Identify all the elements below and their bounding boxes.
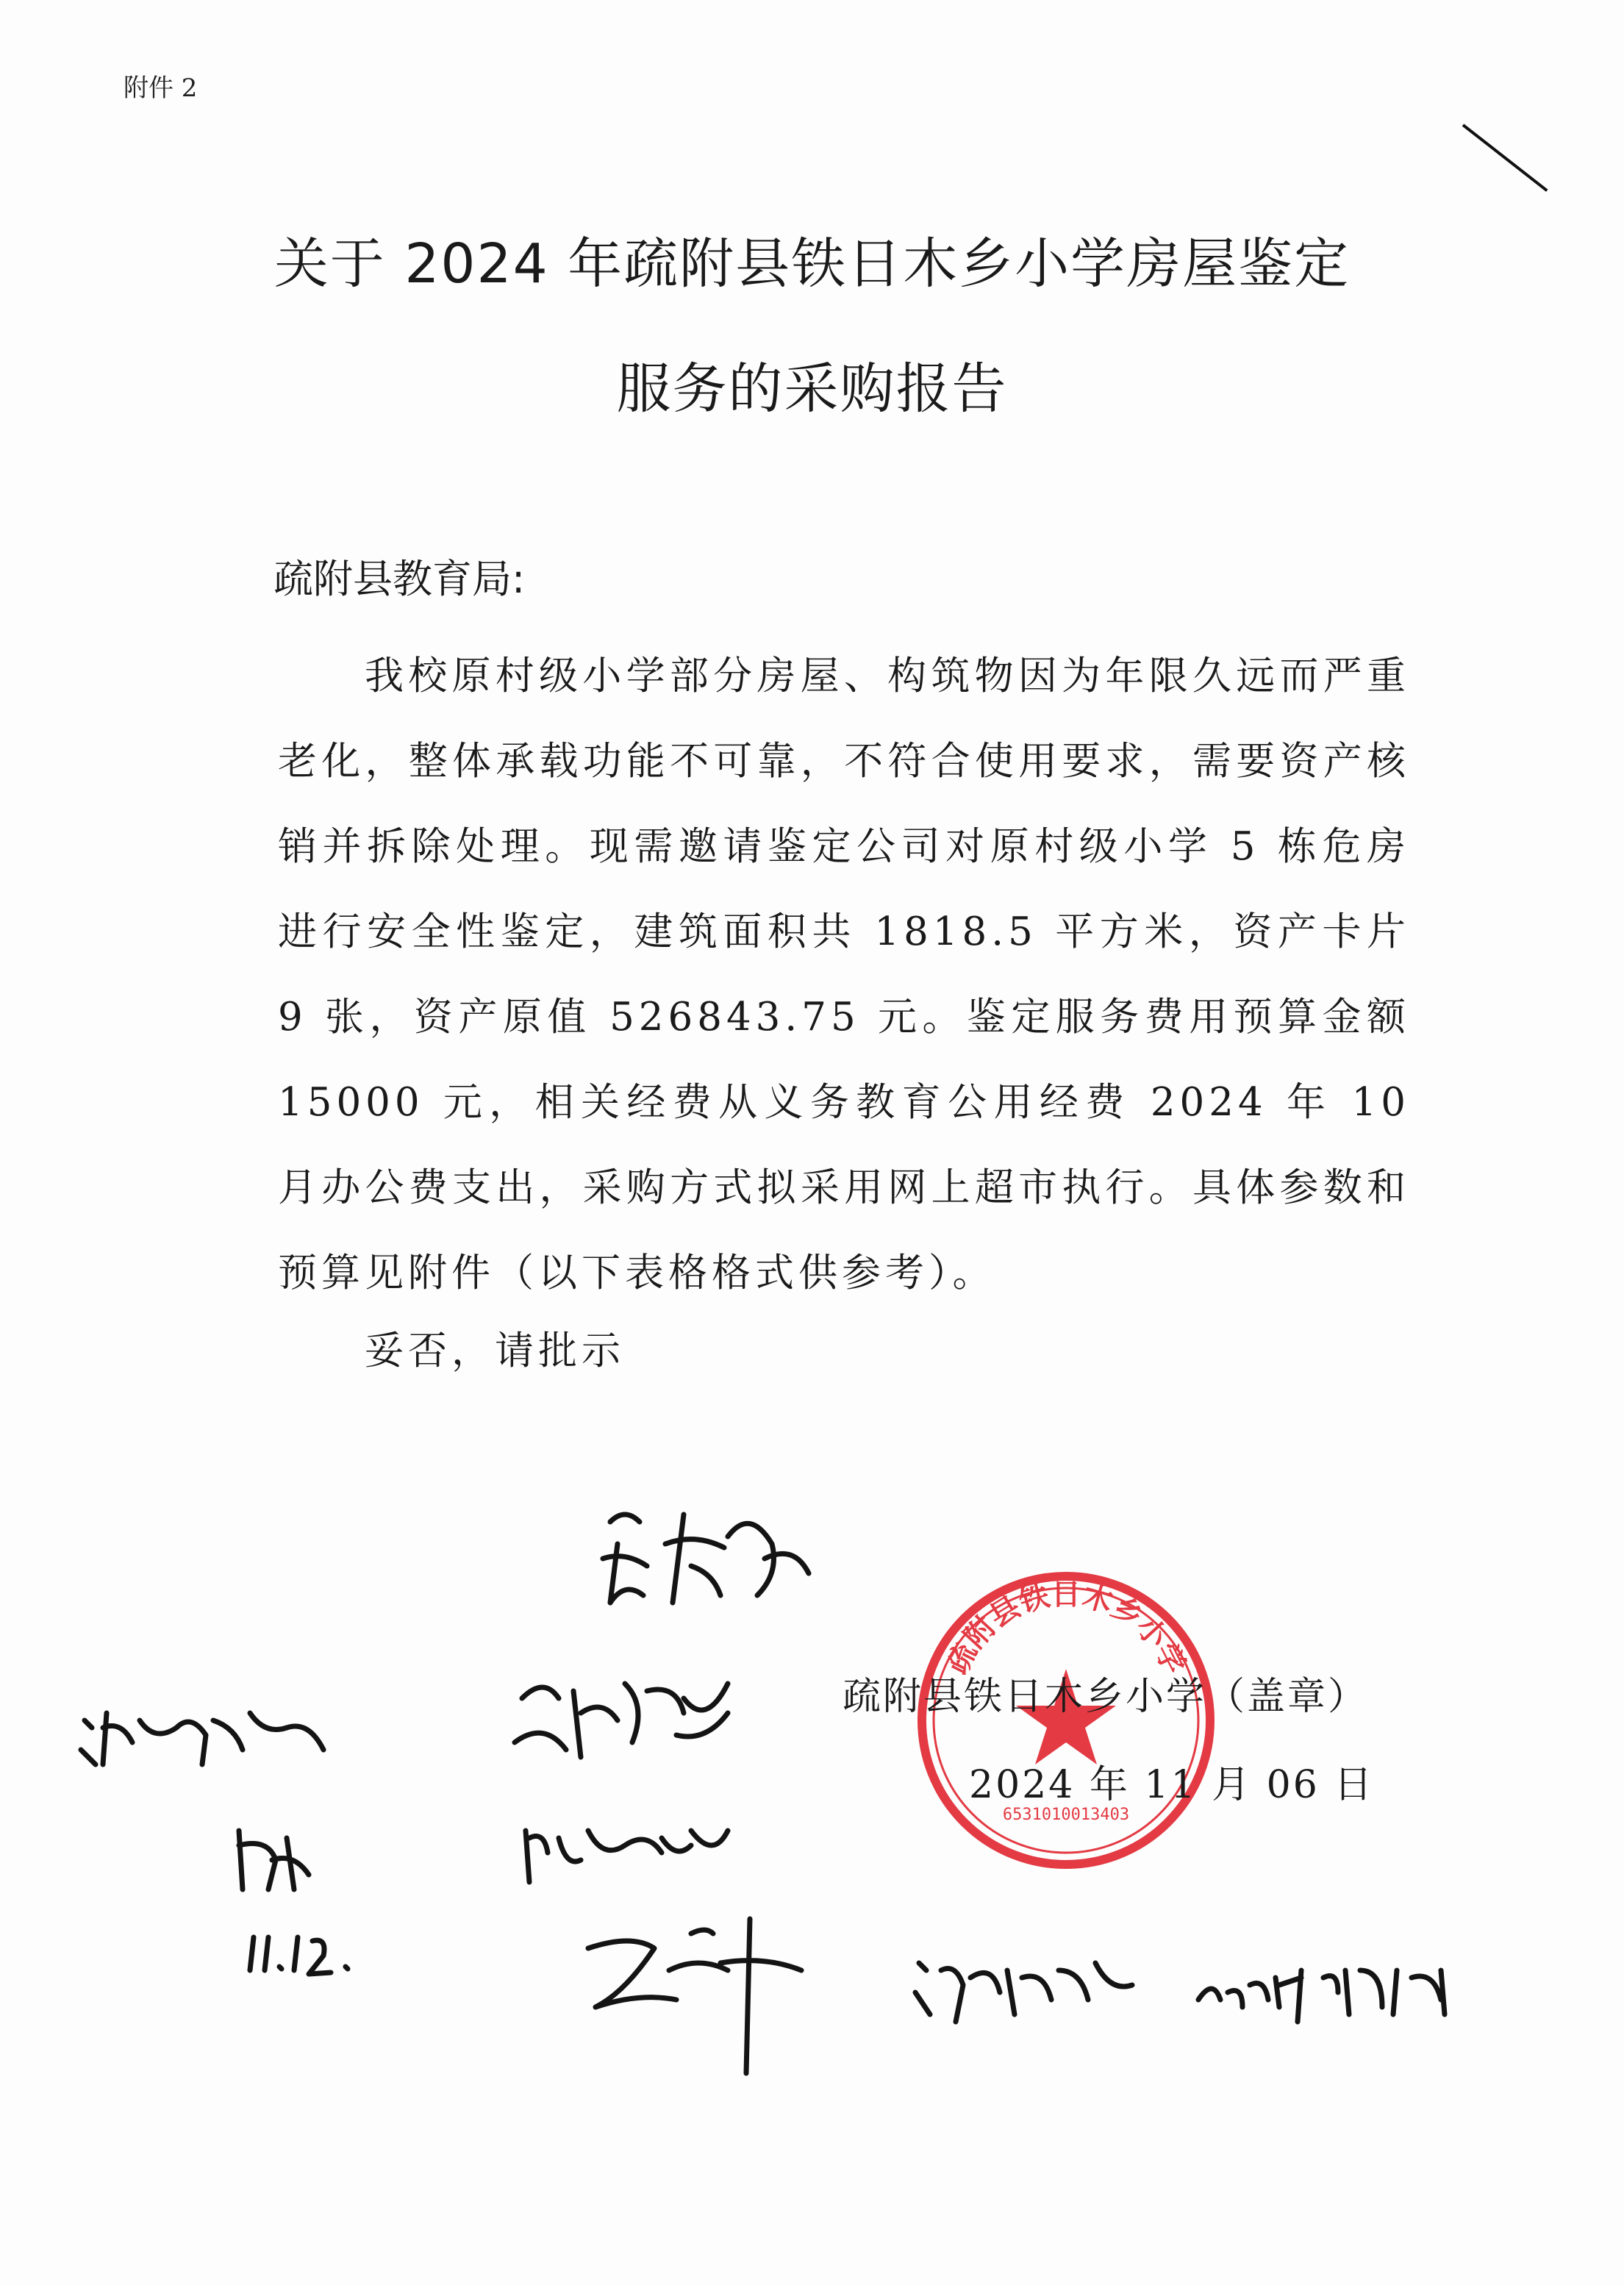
corner-pen-mark xyxy=(1462,124,1548,191)
handwritten-note-2 xyxy=(228,1816,323,1904)
signature-5 xyxy=(904,1941,1140,2029)
signature-2 xyxy=(507,1654,743,1772)
attachment-label: 附件 2 xyxy=(124,74,198,103)
signature-3 xyxy=(515,1809,735,1897)
handwritten-note-3 xyxy=(243,1923,360,1981)
body-paragraph: 我校原村级小学部分房屋、构筑物因为年限久远而严重老化，整体承载功能不可靠，不符合使用要求，需要资产核销并拆除处理。现需邀请鉴定公司对原村级小学 5 栋危房进行安全性鉴定，建筑面积共 1818.5 平方米，资产卡片 9 张，资产原值 526843.75 元。鉴定服务费用预算金额 15000 元，相关经费从义务教育公用经费 2024 年 10 月办公费支出，采购方式拟采用网上超市执行。具体参数和预算见附件（以下表格格式供参考）。 xyxy=(278,654,1410,1295)
issue-date: 2024 年 11 月 06 日 xyxy=(969,1763,1375,1807)
seal-text: 疏附县铁日木乡小学 xyxy=(940,1578,1192,1680)
handwritten-note-1 xyxy=(74,1691,338,1779)
signature-1 xyxy=(581,1492,831,1632)
signature-4 xyxy=(573,1904,816,2081)
closing-request: 妥否，请批示 xyxy=(365,1329,625,1373)
document-title-line-1: 关于 2024 年疏附县铁日木乡小学房屋鉴定 xyxy=(273,232,1351,296)
official-seal-icon xyxy=(912,1566,1220,1875)
svg-text:疏附县铁日木乡小学 xyxy=(940,1578,1191,1679)
handwritten-date xyxy=(1191,1941,1470,2037)
recipient: 疏附县教育局: xyxy=(273,556,526,602)
document-title-line-2: 服务的采购报告 xyxy=(616,357,1008,421)
issuing-school: 疏附县铁日木乡小学（盖章） xyxy=(843,1675,1369,1719)
seal-code: 6531010013403 xyxy=(1002,1806,1130,1824)
